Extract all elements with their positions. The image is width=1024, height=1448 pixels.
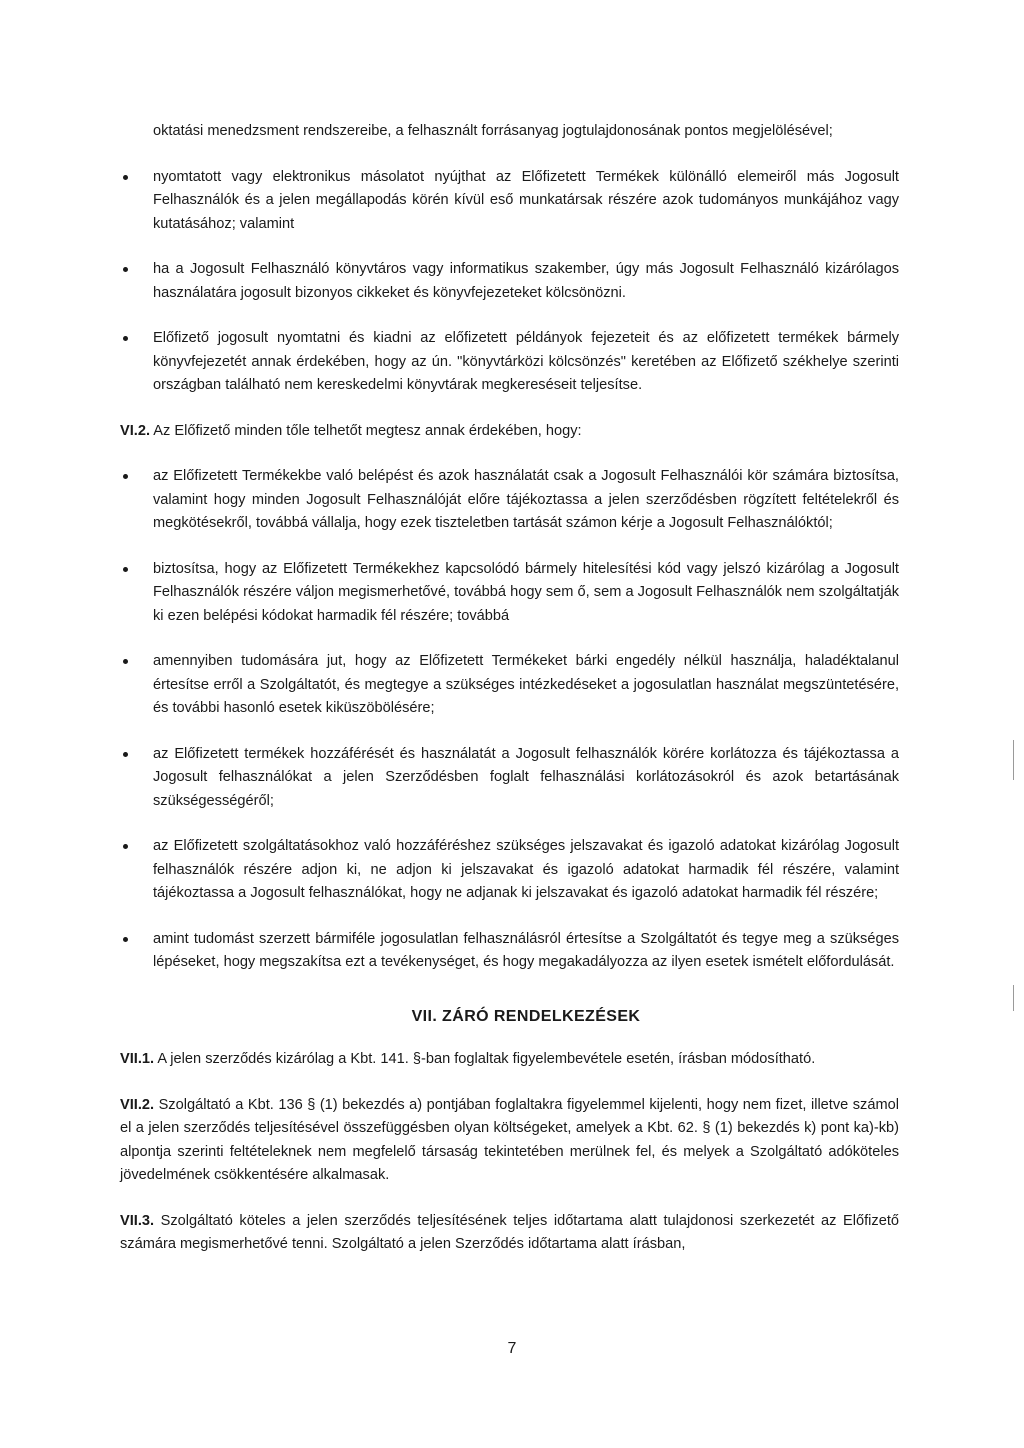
bullet-item-auth-codes: biztosítsa, hogy az Előfizetett Termékekhez kapcsolódó bármely hitelesítési kód vagy jelszó kizárólag a Jogosult Felhasználók részére váljon megismerhetővé, továbbá hogy sem ő, sem a Jogosult Felhasználók nem szolgáltatják ki ezen belépési kódokat harmadik fél részére; továbbá <box>153 558 899 629</box>
section-vii1 <box>120 1048 899 1072</box>
section-number: VII.3. <box>120 1212 155 1229</box>
scan-edge-mark <box>1013 985 1014 1011</box>
section-vii2 <box>120 1094 899 1188</box>
section-text: Szolgáltató a Kbt. 136 § (1) bekezdés a) pontjában foglaltakra figyelemmel kijelenti, hogy nem fizet, illetve számol el a jelen szerződés teljesítésével összefüggésben olyan költségeket, amelyek a Kbt. 62. § (1) bekezdés k) pont ka)-kb) alpontja szerinti feltételeknek nem megfelelő társaság tekintetében merülnek fel, és melyek a Szolgáltató adóköteles jövedelmének csökkentésére alkalmasak. <box>120 1096 899 1183</box>
bullet-item-notify-provider: amint tudomást szerzett bármiféle jogosulatlan felhasználásról értesítse a Szolgáltatót és tegye meg a szükséges lépéseket, hogy megszakítsa ezt a tevékenységet, és hogy megakadályozza az ilyen esetek ismételt előfordulását. <box>153 928 899 975</box>
bullet-item-interlibrary-loan: Előfizető jogosult nyomtatni és kiadni az előfizetett példányok fejezeteit és az előfizetett termékek bármely könyvfejezetét annak érdekében, hogy az ún. "könyvtárközi kölcsönzés" keretében az Előfizető székhelye szerinti országban található nem kereskedelmi könyvtárak megkereséseit teljesítse. <box>153 327 899 398</box>
section-text: Szolgáltató köteles a jelen szerződés teljesítésének teljes időtartama alatt tulajdonosi szerkezetét az Előfizető számára megismerhetővé tenni. Szolgáltató a jelen Szerződés időtartama alatt írásban, <box>120 1212 899 1252</box>
bullet-item-printed-copy: nyomtatott vagy elektronikus másolatot nyújthat az Előfizetett Termékek különálló elemeiről más Jogosult Felhasználók és a jelen megállapodás körén kívül eső munkatársak részére azok tudományos munkájához vagy kutatásához; valamint <box>153 166 899 237</box>
section-number: VII.1. <box>120 1051 155 1067</box>
bullet-item-restrict-access: az Előfizetett termékek hozzáférését és használatát a Jogosult felhasználók körére korlátozza és tájékoztassa a Jogosult felhasználókat a jelen Szerződésben foglalt felhasználási korlátozásokról és azok betartásának szükségességéről; <box>153 743 899 814</box>
section-number: VI.2. <box>120 422 151 439</box>
page-content <box>120 120 899 1279</box>
page-number: 7 <box>507 1340 517 1357</box>
section-heading-vii: VII. ZÁRÓ RENDELKEZÉSEK <box>411 1007 641 1025</box>
scan-edge-mark <box>1013 740 1014 780</box>
section-text: A jelen szerződés kizárólag a Kbt. 141. §-ban foglaltak figyelembevétele esetén, írásban módosítható. <box>157 1051 816 1067</box>
section-vii3 <box>120 1210 899 1257</box>
section-number: VII.2. <box>120 1096 155 1113</box>
section-vi2 <box>120 420 899 444</box>
bullet-item-passwords: az Előfizetett szolgáltatásokhoz való hozzáféréshez szükséges jelszavakat és igazoló adatokat kizárólag Jogosult felhasználók részére adjon ki, ne adjon ki jelszavakat és igazoló adatokat harmadik fél részére, valamint tájékoztassa a Jogosult felhasználókat, hogy ne adjanak ki jelszavakat és igazoló adatokat harmadik fél részére; <box>153 835 899 906</box>
bullet-item-librarian-loan: ha a Jogosult Felhasználó könyvtáros vagy informatikus szakember, úgy más Jogosult Felhasználó kizárólagos használatára jogosult bizonyos cikkeket és könyvfejezeteket kölcsönözni. <box>153 258 899 305</box>
intro-continuation: oktatási menedzsment rendszereibe, a felhasznált forrásanyag jogtulajdonosának pontos megjelölésével; <box>153 123 833 139</box>
bullet-item-unauthorized-use: amennyiben tudomására jut, hogy az Előfizetett Termékeket bárki engedély nélkül használja, haladéktalanul értesítse erről a Szolgáltatót, és megtegye a szükséges intézkedéseket a jogosulatlan használat megszüntetésére, és további hasonló esetek kiküszöbölésére; <box>153 650 899 721</box>
section-text: Az Előfizető minden tőle telhetőt megtesz annak érdekében, hogy: <box>153 422 582 439</box>
bullet-item-access-control: az Előfizetett Termékekbe való belépést és azok használatát csak a Jogosult Felhasználói kör számára biztosítsa, valamint hogy minden Jogosult Felhasználóját előre tájékoztassa a jelen szerződésben rögzített feltételekről és megkötésekről, továbbá vállalja, hogy ezek tiszteletben tartását számon kérje a Jogosult Felhasználóktól; <box>153 465 899 536</box>
